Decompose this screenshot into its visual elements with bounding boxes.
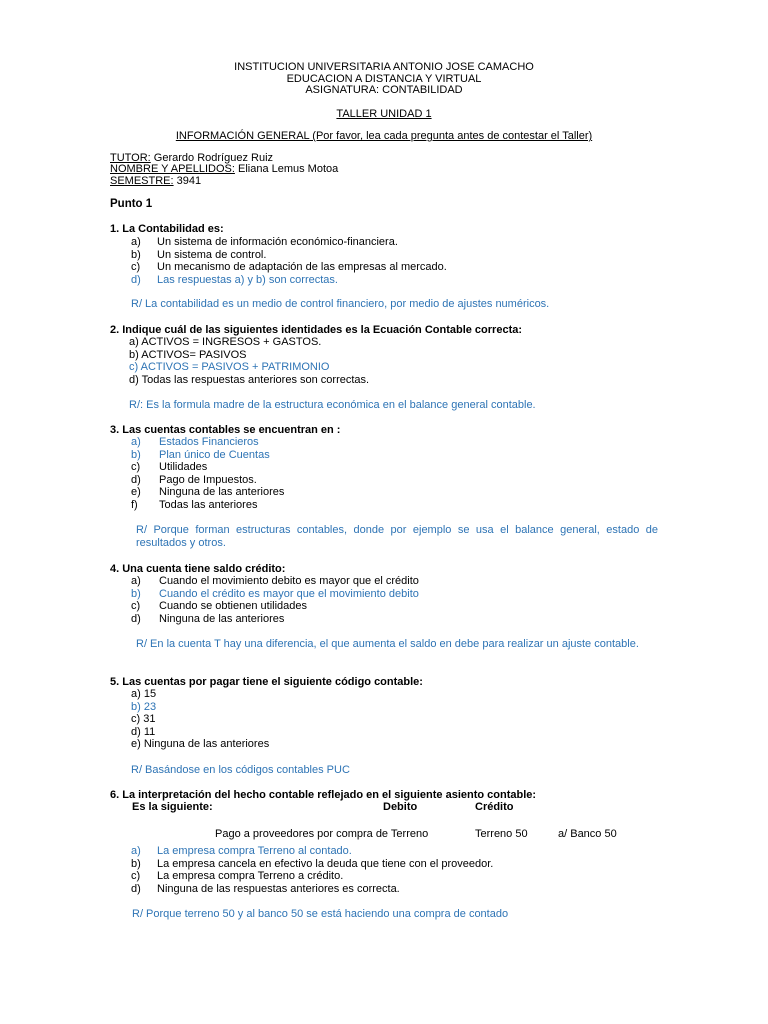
semester-value: 3941 [173, 175, 202, 187]
name-line [110, 163, 338, 176]
question-2-options [129, 336, 369, 386]
general-info-heading: INFORMACIÓN GENERAL (Por favor, lea cada pregunta antes de contestar el Taller) [175, 130, 593, 142]
semester-label: SEMESTRE: [110, 175, 174, 187]
name-label: NOMBRE Y APELLIDOS: [110, 163, 235, 175]
question-4-title: 4. Una cuenta tiene saldo crédito: [110, 563, 286, 575]
list-item: d) 11 [131, 725, 156, 738]
tutor-label: TUTOR: [110, 152, 151, 164]
name-value: Eliana Lemus Motoa [234, 163, 339, 175]
question-3-answer: R/ Porque forman estructuras contables, donde por ejemplo se usa el balance general, estado de resultados y otros. [136, 524, 658, 549]
question-6-title: 6. La interpretación del hecho contable reflejado en el siguiente asiento contable: [110, 789, 537, 801]
entry-credit: a/ Banco 50 [558, 828, 617, 840]
entry-debit: Terreno 50 [475, 828, 528, 840]
question-6-answer: R/ Porque terreno 50 y al banco 50 se está haciendo una compra de contado [132, 908, 509, 920]
tutor-value: Gerardo Rodríguez Ruiz [150, 152, 274, 164]
program-heading: EDUCACION A DISTANCIA Y VIRTUAL [286, 73, 482, 85]
list-item: b) ACTIVOS= PASIVOS [129, 348, 247, 361]
credit-header: Crédito [475, 801, 514, 813]
list-item: c) 31 [131, 713, 156, 726]
list-item: a) 15 [131, 688, 157, 700]
question-4-answer: R/ En la cuenta T hay una diferencia, el que aumenta el saldo en debe para realizar un ajuste contable. [136, 638, 639, 650]
question-6-subtitle: Es la siguiente: [132, 801, 213, 813]
institution-heading: INSTITUCION UNIVERSITARIA ANTONIO JOSE CAMACHO [234, 61, 534, 73]
question-2-title: 2. Indique cuál de las siguientes identidades es la Ecuación Contable correcta: [110, 324, 523, 336]
question-1-answer: R/ La contabilidad es un medio de control financiero, por medio de ajustes numéricos. [131, 298, 550, 310]
question-2-answer: R/: Es la formula madre de la estructura económica en el balance general contable. [129, 399, 536, 411]
semester-line [110, 175, 201, 188]
question-3-title: 3. Las cuentas contables se encuentran en : [110, 424, 341, 436]
question-5-answer: R/ Basándose en los códigos contables PUC [131, 764, 350, 776]
debit-header: Debito [383, 801, 418, 813]
document-page: INSTITUCION UNIVERSITARIA ANTONIO JOSE CAMACHO EDUCACION A DISTANCIA Y VIRTUAL ASIGNATURA: CONTABILIDAD TALLER UNIDAD 1 INFORMACIÓN GENERAL (Por favor, lea cada pregunta antes de contestar el Taller) TUTOR: Gerardo Rodríguez Ruiz NOMBRE Y APELLIDOS: Eliana Lemus Motoa SEMESTRE: 3941 Punto 1 1. La Contabilidad es: a) Un sistema de información económico-financiera. b) Un sistema de control. c) Un mecanismo de adaptación de las empresas al mercado. d) Las respuestas a) y b) son correctas. R/ La contabilidad es un medio de control financiero, por medio de ajustes numéricos. 2. Indique cuál de las siguientes identidades es la Ecuación Contable correcta: a) ACTIVOS = INGRESOS + GASTOS. b) ACTIVOS= PASIVOS c) ACTIVOS = PASIVOS + PATRIMONIO d) Todas las respuestas anteriores son correctas. R/: Es la formula madre de la estructura económica en el balance general contable. 3. Las cuentas contables se encuentran en : a) Estados Financieros b) Plan único de Cuentas c) Utilidades d) Pago de Impuestos. e) Ninguna de las anteriores f) Todas las anteriores R/ Porque forman estructuras contables, donde por ejemplo se usa el balance general, estado de resultados y otros. 4. Una cuenta tiene saldo crédito: a) Cuando el movimiento debito es mayor que el crédito b) Cuando el crédito es mayor que el movimiento debito c) Cuando se obtienen utilidades d) Ninguna de las anteriores R/ En la cuenta T hay una diferencia, el que aumenta el saldo en debe para realizar un ajuste contable. 5. Las cuentas por pagar tiene el siguiente código contable: a) 15 b) 23 c) 31 d) 11 e) Ninguna de las anteriores R/ Basándose en los códigos contables PUC 6. La interpretación del hecho contable reflejado en el siguiente asiento contable: Es la siguiente: Debito Crédito Pago a proveedores por compra de Terreno Terreno 50 a/ Banco 50 a) La empresa compra Terreno al contado. b) La empresa cancela en efectivo la deuda que tiene con el proveedor. c) La empresa compra Terreno a crédito. d) Ninguna de las respuestas anteriores es correcta. R/ Porque terreno 50 y al banco 50 se está haciendo una compra de contado [0, 0, 768, 1024]
question-5-title: 5. Las cuentas por pagar tiene el siguiente código contable: [110, 676, 423, 688]
workshop-title: TALLER UNIDAD 1 [336, 108, 432, 120]
list-item: d) Todas las respuestas anteriores son correctas. [129, 373, 370, 386]
list-item-selected: b) 23 [131, 700, 157, 713]
list-item: e) Ninguna de las anteriores [131, 738, 270, 751]
question-1-title: 1. La Contabilidad es: [110, 223, 224, 235]
entry-description: Pago a proveedores por compra de Terreno [215, 828, 429, 840]
section-title: Punto 1 [110, 198, 153, 210]
subject-heading: ASIGNATURA: CONTABILIDAD [305, 84, 463, 96]
question-5-options [131, 688, 269, 751]
list-item: a) ACTIVOS = INGRESOS + GASTOS. [129, 336, 322, 348]
list-item-selected: c) ACTIVOS = PASIVOS + PATRIMONIO [129, 361, 330, 374]
